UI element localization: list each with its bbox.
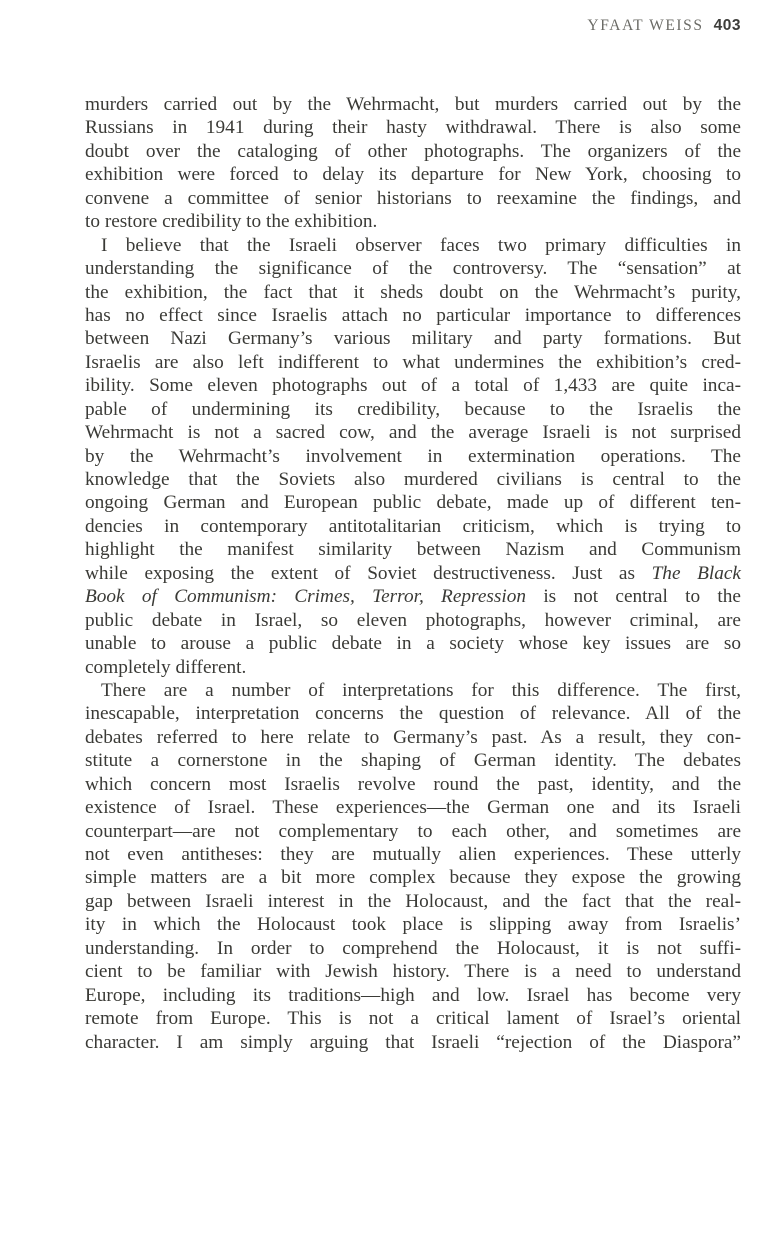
text-line: simple matters are a bit more complex because they expose the growing: [85, 867, 741, 889]
running-head-author: YFAAT WEISS: [587, 17, 704, 34]
text-line: Europe, including its traditions—high and low. Israel has become very: [85, 984, 741, 1006]
text-line: counterpart—are not complementary to each other, and sometimes are: [85, 820, 741, 842]
text-line: by the Wehrmacht’s involvement in extermination operations. The: [85, 445, 741, 467]
text-line: debates referred to here relate to Germany’s past. As a result, they con-: [85, 726, 741, 748]
text-line: completely different.: [85, 656, 247, 678]
text-line: to restore credibility to the exhibition.: [85, 211, 378, 233]
page-number: 403: [713, 17, 741, 34]
body-text: [85, 93, 741, 1054]
text-line: convene a committee of senior historians to reexamine the findings, and: [85, 187, 741, 209]
book-title-italic: Book of Communism: Crimes, Terror, Repression: [85, 586, 527, 608]
running-head: [587, 17, 741, 35]
text-line: stitute a cornerstone in the shaping of German identity. The debates: [85, 750, 741, 772]
text-line: existence of Israel. These experiences—the German one and its Israeli: [85, 797, 741, 819]
line-start: while exposing the extent of Soviet destructiveness. Just as: [85, 562, 652, 584]
text-line: inescapable, interpretation concerns the question of relevance. All of the: [85, 703, 741, 725]
line-end: is not central to the: [526, 586, 741, 608]
text-line: ongoing German and European public debate, made up of different ten-: [85, 492, 741, 514]
text-line: cient to be familiar with Jewish history. There is a need to understand: [85, 961, 741, 983]
text-line: Israelis are also left indifferent to what undermines the exhibition’s cred-: [85, 351, 741, 373]
text-line: unable to arouse a public debate in a society whose key issues are so: [85, 633, 741, 655]
text-line: I believe that the Israeli observer faces two primary difficulties in: [101, 234, 741, 256]
text-line: highlight the manifest similarity between Nazism and Communism: [85, 539, 741, 561]
text-line-with-italic: [85, 585, 741, 608]
text-line: has no effect since Israelis attach no particular importance to differences: [85, 304, 741, 326]
text-line: Russians in 1941 during their hasty withdrawal. There is also some: [85, 117, 741, 139]
text-line: which concern most Israelis revolve round the past, identity, and the: [85, 773, 741, 795]
text-line: understanding. In order to comprehend the Holocaust, it is not suffi-: [85, 937, 741, 959]
text-line: doubt over the cataloging of other photographs. The organizers of the: [85, 140, 741, 162]
text-line: gap between Israeli interest in the Holocaust, and the fact that the real-: [85, 890, 741, 912]
book-title-italic: The Black: [651, 562, 741, 584]
text-line: public debate in Israel, so eleven photographs, however criminal, are: [85, 609, 741, 631]
text-line: ity in which the Holocaust took place is slipping away from Israelis’: [85, 914, 741, 936]
text-line: understanding the significance of the controversy. The “sensation” at: [85, 258, 741, 280]
text-line: Wehrmacht is not a sacred cow, and the average Israeli is not surprised: [85, 422, 741, 444]
text-line: exhibition were forced to delay its departure for New York, choosing to: [85, 164, 741, 186]
text-line: not even antitheses: they are mutually alien experiences. These utterly: [85, 844, 741, 865]
text-line: knowledge that the Soviets also murdered civilians is central to the: [85, 469, 741, 490]
text-line: pable of undermining its credibility, because to the Israelis the: [85, 398, 741, 420]
text-line: There are a number of interpretations for this difference. The first,: [101, 679, 741, 701]
text-line: between Nazi Germany’s various military and party formations. But: [85, 328, 741, 350]
text-line: the exhibition, the fact that it sheds doubt on the Wehrmacht’s purity,: [85, 281, 741, 303]
text-line: dencies in contemporary antitotalitarian criticism, which is trying to: [85, 515, 741, 537]
text-line-with-italic: [85, 562, 741, 585]
text-line: remote from Europe. This is not a critical lament of Israel’s oriental: [85, 1008, 741, 1030]
text-line: murders carried out by the Wehrmacht, but murders carried out by the: [85, 94, 741, 115]
text-line: ibility. Some eleven photographs out of a total of 1,433 are quite inca-: [85, 375, 741, 397]
text-line: character. I am simply arguing that Israeli “rejection of the Diaspora”: [85, 1031, 741, 1053]
